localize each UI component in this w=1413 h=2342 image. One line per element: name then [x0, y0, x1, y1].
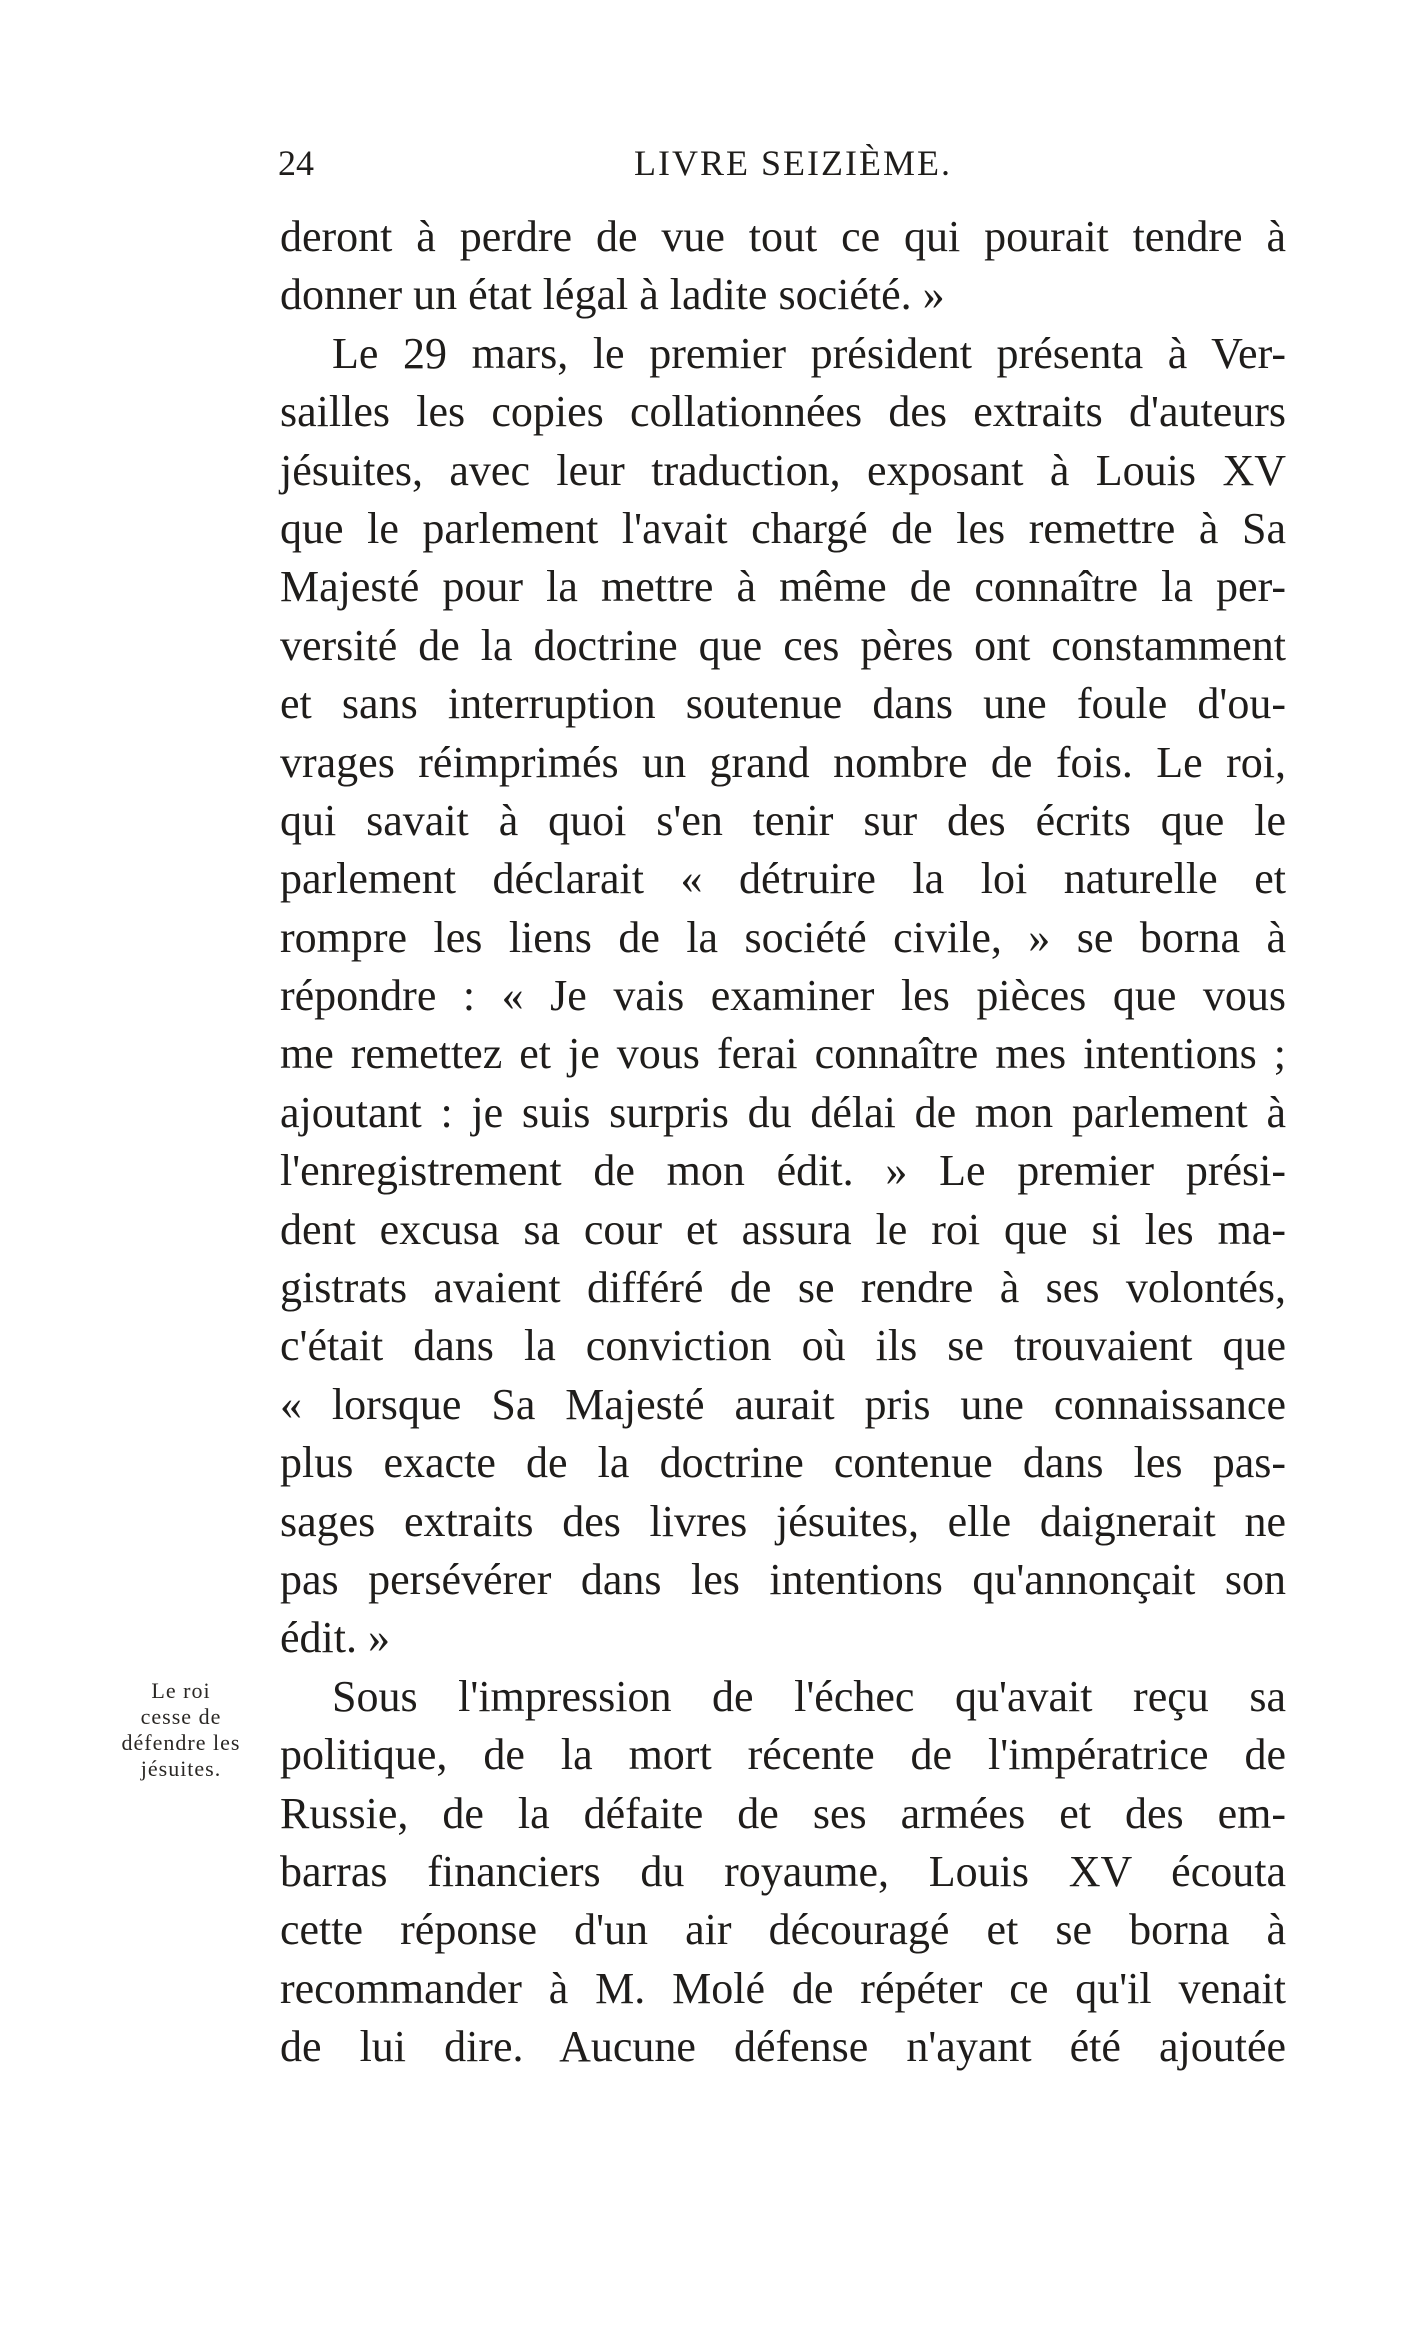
running-head — [278, 142, 1288, 192]
text-line: qui savait à quoi s'en tenir sur des écrits que le — [280, 795, 1286, 845]
text-line: sailles les copies collationnées des extraits d'auteurs — [280, 387, 1286, 437]
margin-note-line: jésuites. — [140, 1756, 222, 1781]
text-line: pas persévérer dans les intentions qu'annonçait son — [280, 1554, 1286, 1604]
text-line: me remettez et je vous ferai connaître mes intentions ; — [280, 1029, 1286, 1079]
text-line: ajoutant : je suis surpris du délai de mon parlement à — [280, 1087, 1286, 1137]
text-line: Majesté pour la mettre à même de connaître la per- — [280, 562, 1286, 612]
text-line: de lui dire. Aucune défense n'ayant été ajoutée — [280, 2022, 1286, 2072]
margin-note-line: cesse de — [140, 1704, 222, 1729]
text-line: deront à perdre de vue tout ce qui pourait tendre à — [280, 212, 1286, 261]
margin-note — [96, 1678, 266, 1782]
text-line: l'enregistrement de mon édit. » Le premier prési- — [280, 1146, 1286, 1196]
text-line: et sans interruption soutenue dans une foule d'ou- — [280, 679, 1286, 729]
text-line: dent excusa sa cour et assura le roi que si les ma- — [280, 1204, 1286, 1254]
text-line: plus exacte de la doctrine contenue dans les pas- — [280, 1438, 1286, 1488]
text-line: Sous l'impression de l'échec qu'avait reçu sa — [332, 1671, 1286, 1721]
text-line: parlement déclarait « détruire la loi naturelle et — [280, 854, 1286, 904]
text-line: versité de la doctrine que ces pères ont constamment — [280, 620, 1286, 670]
book-title: LIVRE SEIZIÈME. — [634, 143, 952, 183]
text-line: sages extraits des livres jésuites, elle daignerait ne — [280, 1496, 1286, 1546]
text-line: Russie, de la défaite de ses armées et des em- — [280, 1788, 1286, 1838]
text-line: gistrats avaient différé de se rendre à ses volontés, — [280, 1263, 1286, 1313]
text-line: recommander à M. Molé de répéter ce qu'il venait — [280, 1963, 1286, 2013]
text-line: « lorsque Sa Majesté aurait pris une connaissance — [280, 1379, 1286, 1429]
text-line: barras financiers du royaume, Louis XV écouta — [280, 1846, 1286, 1896]
text-line: Le 29 mars, le premier président présenta à Ver- — [332, 328, 1286, 378]
text-line: rompre les liens de la société civile, » se borna à — [280, 912, 1286, 962]
text-line: édit. » — [280, 1613, 390, 1663]
text-line: cette réponse d'un air découragé et se borna à — [280, 1905, 1286, 1955]
margin-note-line: défendre les — [121, 1730, 241, 1755]
body-text — [280, 208, 1286, 2077]
text-line: vrages réimprimés un grand nombre de fois. Le roi, — [280, 737, 1286, 787]
text-line: répondre : « Je vais examiner les pièces que vous — [280, 971, 1286, 1021]
text-line: donner un état légal à ladite société. » — [280, 270, 945, 320]
text-line: jésuites, avec leur traduction, exposant à Louis XV — [280, 445, 1286, 495]
text-line: c'était dans la conviction où ils se trouvaient que — [280, 1321, 1286, 1371]
page-number: 24 — [278, 143, 314, 183]
margin-note-line: Le roi — [151, 1678, 211, 1703]
text-line: politique, de la mort récente de l'impératrice de — [280, 1730, 1286, 1780]
text-line: que le parlement l'avait chargé de les remettre à Sa — [280, 503, 1286, 553]
